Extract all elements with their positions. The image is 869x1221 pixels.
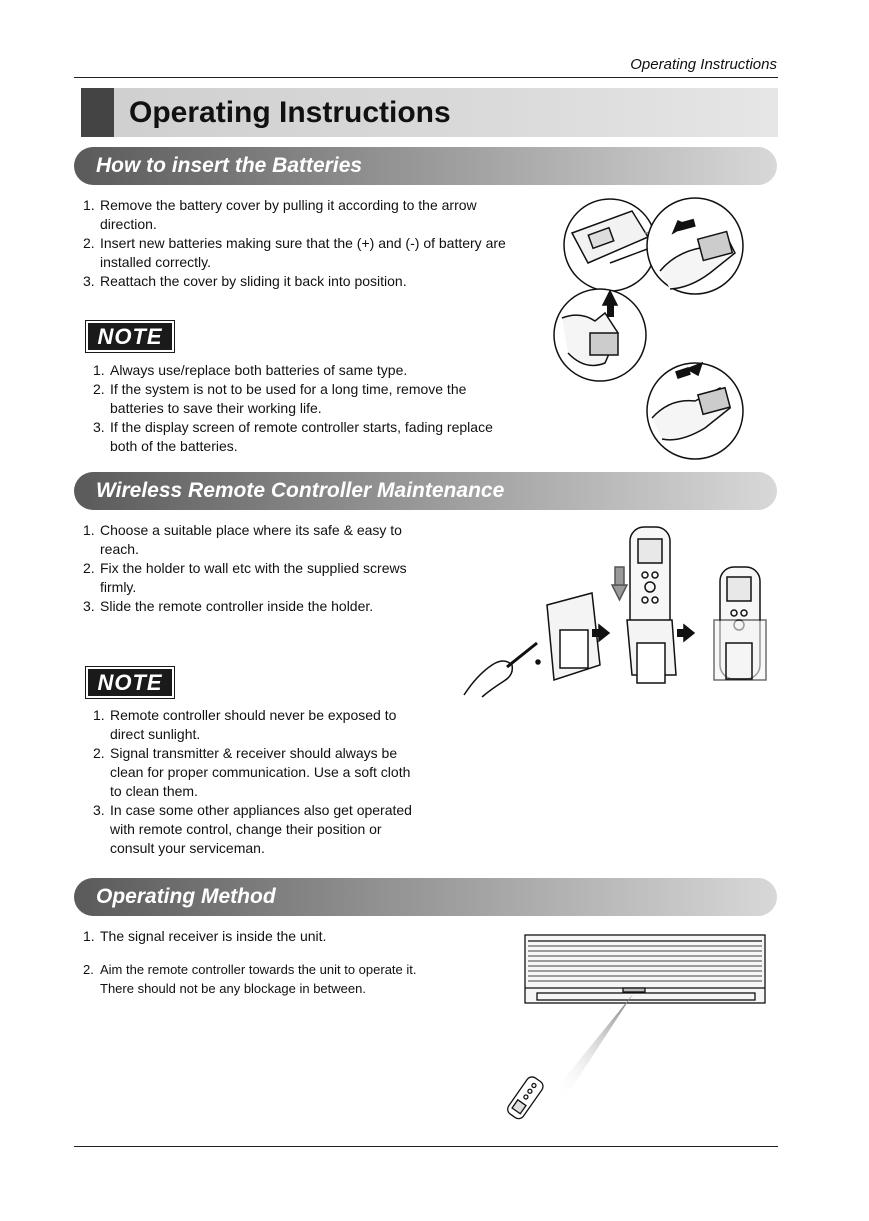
list-item: 3. If the display screen of remote controller starts, fading replace both of the batteries.: [93, 419, 493, 454]
list-item: 1. Always use/replace both batteries of same type.: [93, 362, 408, 378]
indoor-unit-remote-illustration: [495, 930, 770, 1125]
list-item: 1. Remote controller should never be exposed to direct sunlight.: [93, 707, 397, 742]
list-item: 3. Slide the remote controller inside the holder.: [83, 598, 374, 614]
footer-rule: [74, 1146, 778, 1147]
section-title: How to insert the Batteries: [96, 154, 363, 177]
section-title: Wireless Remote Controller Maintenance: [96, 479, 505, 502]
section-bar-maintenance: [74, 472, 777, 510]
list-item: 2. Insert new batteries making sure that the (+) and (-) of battery are installed correctly.: [83, 235, 506, 270]
section-bar-operating: [74, 878, 777, 916]
remote-holder-illustration: [462, 525, 772, 705]
list-item: 3. Reattach the cover by sliding it back into position.: [83, 273, 407, 289]
list-item: 2. If the system is not to be used for a long time, remove the batteries to save their working life.: [93, 381, 467, 416]
note-badge: NOTE: [88, 669, 172, 696]
list-item: 2. Signal transmitter & receiver should always be clean for proper communication. Use a soft cloth to clean them.: [93, 745, 411, 799]
list-item: 3. In case some other appliances also get operated with remote control, change their position or consult your serviceman.: [93, 802, 412, 856]
note-badge: NOTE: [88, 323, 172, 350]
battery-steps: [83, 196, 533, 291]
list-item: 2. Aim the remote controller towards the unit to operate it. There should not be any blockage in between.: [83, 962, 417, 996]
battery-insertion-illustration: [550, 193, 780, 463]
list-item: 1. The signal receiver is inside the unit.: [83, 928, 327, 944]
page-title: Operating Instructions: [129, 96, 451, 129]
maintenance-note-list: [93, 706, 418, 858]
operating-steps: [83, 927, 443, 998]
section-title: Operating Method: [96, 885, 276, 908]
list-item: 1. Remove the battery cover by pulling it according to the arrow direction.: [83, 197, 477, 232]
list-item: 2. Fix the holder to wall etc with the supplied screws firmly.: [83, 560, 407, 595]
running-header: Operating Instructions: [630, 56, 777, 73]
list-item: 1. Choose a suitable place where its safe & easy to reach.: [83, 522, 402, 557]
header-rule: [74, 77, 778, 78]
battery-note-list: [93, 361, 518, 456]
maintenance-steps: [83, 521, 418, 616]
section-bar-batteries: [74, 147, 777, 185]
title-marker-block: [81, 88, 114, 137]
